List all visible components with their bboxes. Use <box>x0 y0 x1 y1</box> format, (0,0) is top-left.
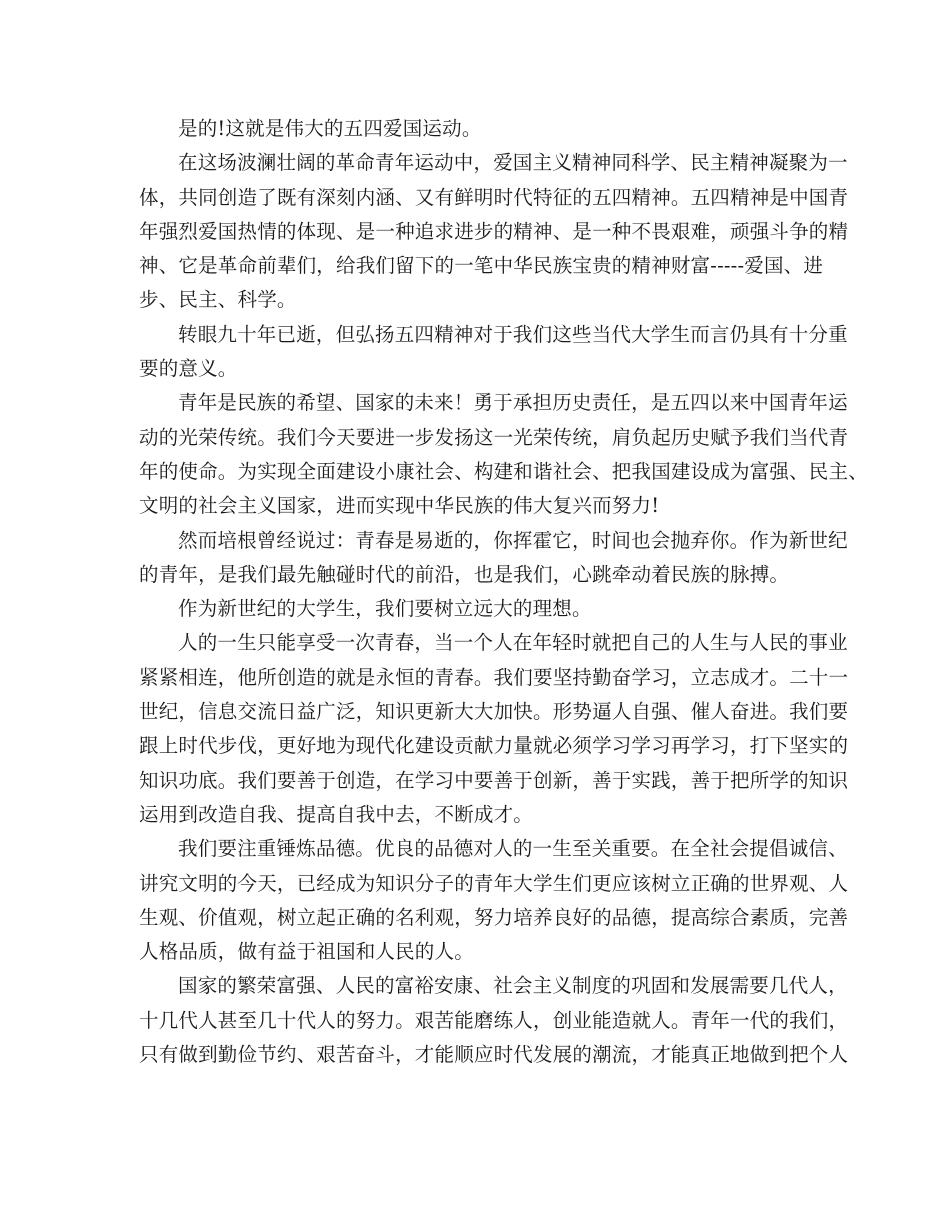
text-line: 国家的繁荣富强、人民的富裕安康、社会主义制度的巩固和发展需要几代人， <box>178 974 848 998</box>
text-line: 作为新世纪的大学生，我们要树立远大的理想。 <box>178 597 592 621</box>
text-line: 然而培根曾经说过：青春是易逝的，你挥霍它，时间也会抛弃你。作为新世纪 <box>178 528 848 552</box>
text-line: 运用到改造自我、提高自我中去，不断成才。 <box>139 802 534 826</box>
text-line: 知识功底。我们要善于创造，在学习中要善于创新，善于实践，善于把所学的知识 <box>139 768 849 792</box>
text-line: 是的!这就是伟大的五四爱国运动。 <box>178 117 482 140</box>
text-line: 动的光荣传统。我们今天要进一步发扬这一光荣传统，肩负起历史赋予我们当代青 <box>139 425 849 449</box>
text-line: 我们要注重锤炼品德。优良的品德对人的一生至关重要。在全社会提倡诚信、 <box>178 837 848 861</box>
text-line: 人的一生只能享受一次青春，当一个人在年轻时就把自己的人生与人民的事业 <box>178 631 848 655</box>
text-line: 要的意义。 <box>139 357 238 381</box>
document-body <box>139 112 868 1072</box>
text-line: 紧紧相连，他所创造的就是永恒的青春。我们要坚持勤奋学习，立志成才。二十一 <box>139 665 849 689</box>
text-line: 十几代人甚至几十代人的努力。艰苦能磨练人，创业能造就人。青年一代的我们， <box>139 1008 849 1032</box>
text-line: 在这场波澜壮阔的革命青年运动中，爱国主义精神同科学、民主精神凝聚为一 <box>178 151 848 175</box>
text-line: 的青年，是我们最先触碰时代的前沿，也是我们，心跳牵动着民族的脉搏。 <box>139 562 790 586</box>
text-line: 跟上时代步伐，更好地为现代化建设贡献力量就必须学习学习再学习，打下坚实的 <box>139 734 849 758</box>
text-line: 年的使命。为实现全面建设小康社会、构建和谐社会、把我国建设成为富强、民主、 <box>139 459 868 483</box>
text-line: 文明的社会主义国家，进而实现中华民族的伟大复兴而努力! <box>139 494 660 518</box>
text-line: 转眼九十年已逝，但弘扬五四精神对于我们这些当代大学生而言仍具有十分重 <box>178 322 848 346</box>
text-line: 生观、价值观，树立起正确的名利观，努力培养良好的品德，提高综合素质，完善 <box>139 905 849 929</box>
text-line: 神、它是革命前辈们，给我们留下的一笔中华民族宝贵的精神财富-----爱国、进 <box>139 254 824 278</box>
text-line: 年强烈爱国热情的体现、是一种追求进步的精神、是一种不畏艰难，顽强斗争的精 <box>139 219 849 243</box>
text-line: 只有做到勤俭节约、艰苦奋斗，才能顺应时代发展的潮流，才能真正地做到把个人 <box>139 1043 849 1067</box>
text-line: 世纪，信息交流日益广泛，知识更新大大加快。形势逼人自强、催人奋进。我们要 <box>139 700 849 724</box>
text-line: 体，共同创造了既有深刻内涵、又有鲜明时代特征的五四精神。五四精神是中国青 <box>139 185 849 209</box>
text-line: 步、民主、科学。 <box>139 288 297 312</box>
text-line: 人格品质，做有益于祖国和人民的人。 <box>139 940 474 964</box>
text-line: 讲究文明的今天，已经成为知识分子的青年大学生们更应该树立正确的世界观、人 <box>139 871 849 895</box>
text-line: 青年是民族的希望、国家的未来！勇于承担历史责任，是五四以来中国青年运 <box>178 391 848 415</box>
